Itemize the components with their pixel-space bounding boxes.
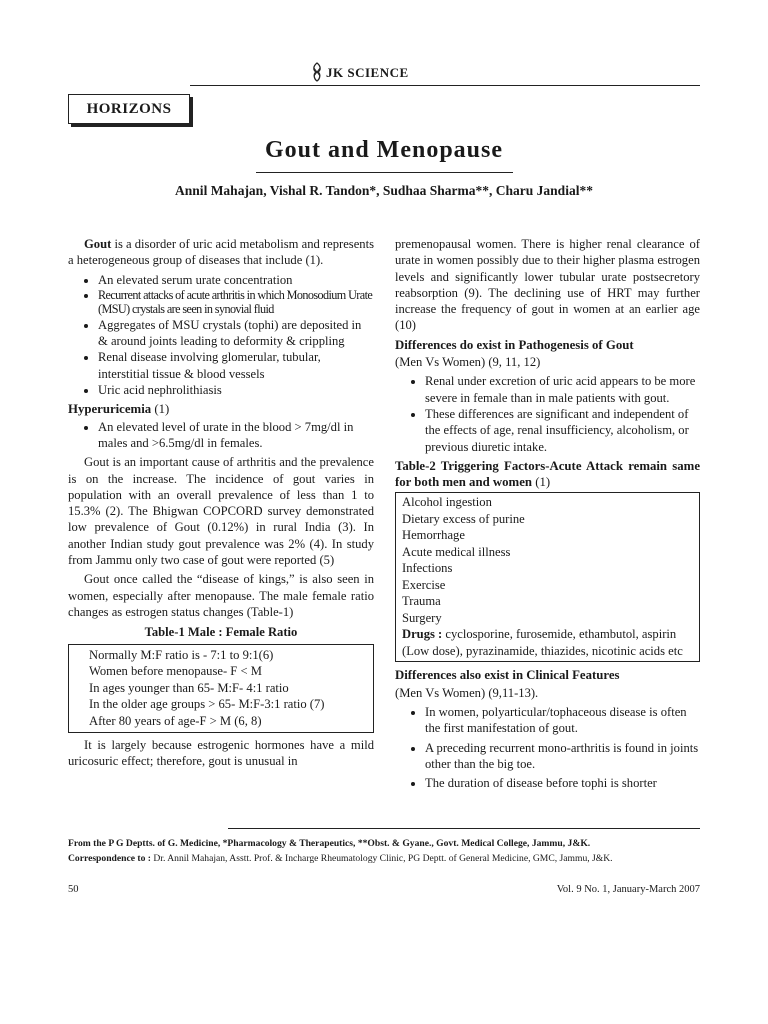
table-row: Dietary excess of purine (402, 511, 525, 526)
list-item: • Renal disease involving glomerular, tubular, interstitial tissue & blood vessels (98, 349, 374, 382)
list-item: • In women, polyarticular/tophaceous disease is often the first manifestation of gout. (425, 704, 700, 737)
left-column (68, 236, 374, 773)
pathogenesis-subheading: (Men Vs Women) (9, 11, 12) (395, 355, 541, 370)
disease-of-kings-paragraph: Gout once called the “disease of kings,” is also seen in women, especially after menopause. The male female ratio changes as estrogen status changes (Table-1) (68, 572, 374, 619)
correspondence-note (68, 853, 613, 864)
table-row: After 80 years of age-F > M (6, 8) (89, 713, 262, 728)
table-row: Women before menopause- F < M (89, 664, 262, 679)
correspondence-label: Correspondence to : (68, 853, 151, 864)
table-row: In the older age groups > 65- M:F-3:1 ratio (7) (89, 697, 325, 712)
premenopausal-paragraph: premenopausal women. There is higher renal clearance of urate in women possibly due to their higher plasma estrogen levels and significantly lower tubular urate postsecretory reabsorption (9). The declining use of HRT may further increase the frequency of gout in women at an earlier age (10) (395, 237, 700, 333)
table1-box (68, 644, 374, 734)
article-authors: Annil Mahajan, Vishal R. Tandon*, Sudhaa Sharma**, Charu Jandial** (175, 183, 593, 198)
table-row: Normally M:F ratio is - 7:1 to 9:1(6) (89, 647, 274, 662)
page-number: 50 (68, 884, 79, 895)
table-row: In ages younger than 65- M:F- 4:1 ratio (89, 680, 289, 695)
list-item: • An elevated level of urate in the blood > 7mg/dl in males and >6.5mg/dl in females. (98, 419, 374, 452)
heading-text: Hyperuricemia (68, 402, 152, 417)
heading-ref: (1) (151, 402, 170, 417)
list-item: • These differences are significant and independent of the effects of age, renal insufficiency, alcoholism, or previous diuretic intake. (425, 406, 700, 455)
list-item: • An elevated serum urate concentration (98, 272, 374, 288)
list-item: • Recurrent attacks of acute arthritis in which Monosodium Urate (MSU) crystals are seen in synovial fluid (98, 288, 374, 317)
intro-lead: Gout (84, 237, 112, 251)
journal-logo-icon (310, 62, 324, 82)
footer-rule (228, 828, 700, 829)
prevalence-paragraph: Gout is an important cause of arthritis and the prevalence is on the increase. The incidence of gout varies in population with an overall prevalence of less than 1 to 15.3% (2). The Bhigwan COPCORD survey demonstrated low prevalence of Gout (0.12%) in rural India (3). In another Indian study gout prevalence was 2% (4). In study from Jammu only two case of gout were reported (5) (68, 455, 374, 568)
title-rule (256, 172, 513, 173)
pathogenesis-list (395, 373, 700, 454)
table1-title: Table-1 Male : Female Ratio (144, 625, 298, 640)
pathogenesis-heading: Differences do exist in Pathogenesis of Gout (395, 337, 634, 352)
clinical-list (395, 704, 700, 791)
section-label: HORIZONS (68, 94, 190, 124)
list-item: • Aggregates of MSU crystals (tophi) are deposited in & around joints leading to deformity & crippling (98, 317, 374, 350)
list-item: • Uric acid nephrolithiasis (98, 382, 374, 398)
intro-paragraph (68, 236, 374, 269)
table-row: Trauma (402, 594, 441, 609)
list-item: • A preceding recurrent mono-arthritis is found in joints other than the big toe. (425, 740, 700, 773)
clinical-subheading: (Men Vs Women) (9,11-13). (395, 685, 539, 700)
journal-name (310, 62, 409, 82)
affiliation-note: From the P G Deptts. of G. Medicine, *Pharmacology & Therapeutics, **Obst. & Gyane., Govt. Medical College, Jammu, J&K. (68, 838, 591, 849)
right-column (395, 236, 700, 795)
issue-info: Vol. 9 No. 1, January-March 2007 (556, 884, 700, 895)
estrogen-paragraph: It is largely because estrogenic hormones have a mild uricosuric effect; therefore, gout is unusual in (68, 738, 374, 769)
article-title: Gout and Menopause (264, 137, 504, 163)
journal-title: JK SCIENCE (326, 65, 409, 80)
table-row: Acute medical illness (402, 544, 511, 559)
table-row: Alcohol ingestion (402, 495, 492, 510)
clinical-heading: Differences also exist in Clinical Features (395, 668, 620, 683)
table2-title (395, 458, 700, 491)
table2-box (395, 492, 700, 662)
hyperuricemia-list (68, 419, 374, 452)
intro-text: is a disorder of uric acid metabolism and represents a heterogeneous group of diseases that include (1). (68, 237, 374, 268)
table-row: Surgery (402, 610, 442, 625)
list-item: • Renal under excretion of uric acid appears to be more severe in female than in male patients with gout. (425, 373, 700, 406)
drugs-text: cyclosporine, furosemide, ethambutol, aspirin (Low dose), pyrazinamide, thiazides, nicotinic acids etc (402, 627, 683, 658)
header-rule (190, 85, 700, 86)
table-row: Hemorrhage (402, 528, 465, 543)
hyperuricemia-heading (68, 401, 374, 417)
table-row-drugs (402, 626, 693, 659)
list-item: • The duration of disease before tophi is shorter (425, 775, 700, 791)
gout-components-list (68, 272, 374, 399)
heading-ref: (1) (532, 475, 551, 490)
heading-text: Table-2 Triggering Factors-Acute Attack remain same for both men and women (395, 458, 700, 490)
table-row: Infections (402, 561, 453, 576)
drugs-label: Drugs : (402, 627, 443, 642)
correspondence-text: Dr. Annil Mahajan, Asstt. Prof. & Incharge Rheumatology Clinic, PG Deptt. of General Medicine, GMC, Jammu, J&K. (150, 853, 613, 864)
table-row: Exercise (402, 577, 446, 592)
